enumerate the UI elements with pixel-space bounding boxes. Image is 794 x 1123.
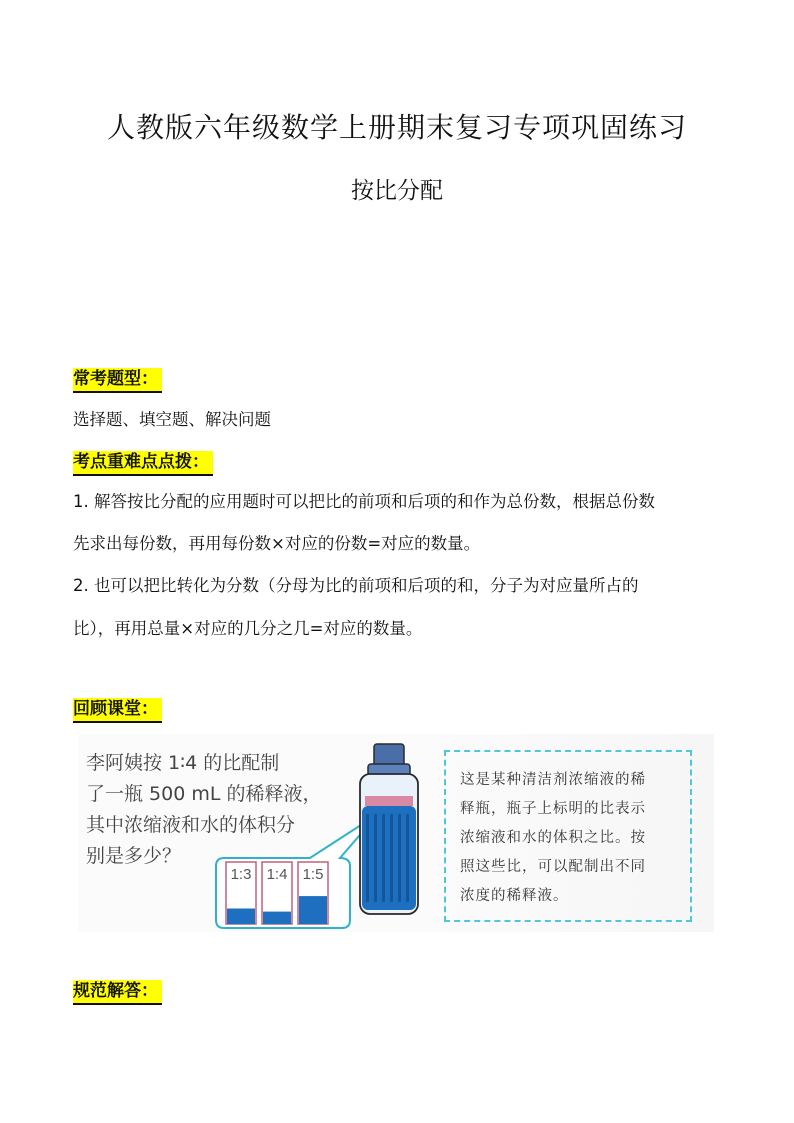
keypoint-line-3: 2. 也可以把比转化为分数（分母为比的前项和后项的和，分子为对应量所占的: [73, 576, 639, 595]
question-line: 了一瓶 500 mL 的稀释液，: [86, 783, 322, 805]
question-line: 李阿姨按 1∶4 的比配制: [86, 752, 280, 774]
textbook-illustration: [78, 734, 714, 932]
note-line: 浓度的稀释液。: [460, 888, 569, 904]
explanation-box: [444, 750, 692, 922]
ratio-tube-liquid: [263, 912, 291, 924]
ratio-tube-label: 1:3: [230, 866, 252, 883]
note-line: 这是某种清洁剂浓缩液的稀: [460, 772, 646, 788]
bottle-stripe: [390, 814, 393, 902]
common-types-text: 选择题、填空题、解决问题: [73, 410, 271, 429]
bottle-stripe: [366, 814, 369, 902]
keypoint-line-1: 1. 解答按比分配的应用题时可以把比的前项和后项的和作为总份数，根据总份数: [73, 492, 655, 511]
ratio-tube-liquid: [299, 896, 327, 924]
ratio-tubes: [226, 862, 328, 924]
note-line: 照这些比，可以配制出不同: [460, 859, 646, 875]
ratio-tube-label: 1:5: [302, 866, 324, 883]
ratio-tube-liquid: [227, 909, 255, 925]
keypoint-line-2: 先求出每份数，再用每份数×对应的份数=对应的数量。: [73, 534, 481, 553]
question-line: 其中浓缩液和水的体积分: [86, 814, 296, 836]
bottle-label-band: [365, 796, 413, 806]
section-label-keypoints: 考点重难点点拨：: [73, 451, 213, 476]
question-line: 别是多少？: [86, 845, 182, 867]
ratio-tube-label: 1:4: [266, 866, 288, 883]
section-label-common: 常考题型：: [73, 368, 162, 393]
bottle-stripe: [374, 814, 377, 902]
bottle-stripe: [406, 814, 409, 902]
bottle-stripe: [382, 814, 385, 902]
bottle-stripe: [398, 814, 401, 902]
bottle: [360, 744, 418, 914]
page-subtitle: 按比分配: [351, 178, 443, 204]
section-label-review: 回顾课堂：: [73, 698, 162, 723]
section-label-answer: 规范解答：: [73, 980, 162, 1005]
note-line: 浓缩液和水的体积之比。按: [460, 830, 646, 846]
page-title: 人教版六年级数学上册期末复习专项巩固练习: [106, 111, 687, 144]
keypoint-line-4: 比），再用总量×对应的几分之几=对应的数量。: [73, 619, 423, 638]
note-line: 释瓶，瓶子上标明的比表示: [460, 801, 646, 817]
